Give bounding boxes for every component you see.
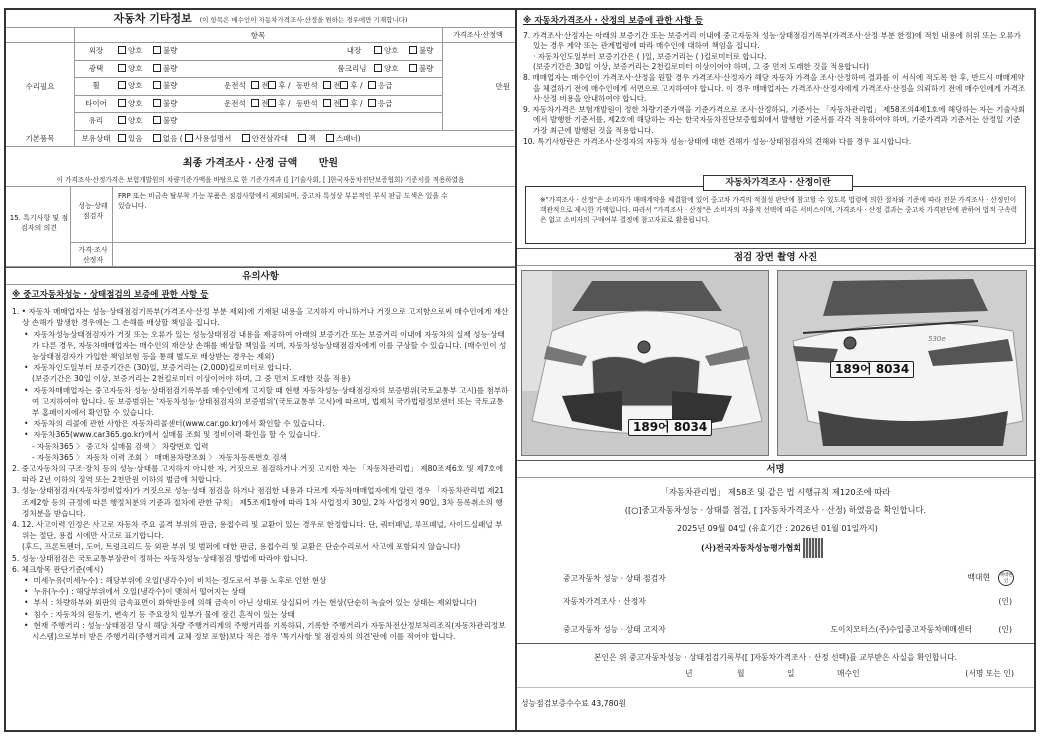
notice-item: • 미세누유(미세누수) : 해당부위에 오일(냉각수)이 비치는 정도로서 부품 노후로 인한 현상 (12, 575, 509, 586)
rear-photo (777, 270, 1027, 456)
checkbox-jack[interactable]: 잭 (298, 134, 315, 143)
notice-item: - 자동차365 〉 중고차 실매물 검색 〉 차량번호 입력 (32, 441, 209, 451)
group-basic-label: 기본품목 (25, 134, 55, 143)
qr-code-icon (803, 538, 823, 558)
checkbox-bad[interactable]: 불량 (153, 116, 178, 125)
definition-text: ※"가격조사 · 산정"은 소비자가 매매계약을 체결함에 있어 중고차 가격의 적절성 판단에 참고할 수 있도록 법령에 의한 절차와 기준에 따라 전문 가격조사 · 산정인이 객관적으로 제시한 가액입니다. 따라서 "가격조사 · 산정"은 소비자의 자율적 선택에 따른 서비스이며, 가격조사 · 산정 결과는 중고차 가격판단에 관하여 법적 구속력은 없고 소비자의 구매여부 결정에 참고자료로 활용됩니다. (540, 196, 1018, 224)
price-guarantee-title: ※ 자동차가격조사 · 산정의 보증에 관한 사항 등 (523, 16, 704, 26)
row-polish (74, 61, 442, 79)
guarantee-item: 8. 매매업자는 매수인이 가격조사·산정을 원할 경우 가격조사·산정자가 해당 자동차 가격을 조사·산정하여 결과를 이 서식에 적도록 한 후, 반드시 매매계약을 체결하기 전에 매수인에게 서면으로 고지하여야 합니다. 이 경우 매매업자는 가격조사·산정자에게 가격조사·산정을 의뢰하기 전에 매수인에게 가격조사·산정 비용을 안내하여야 합니다. (523, 72, 1026, 104)
checkbox-bad[interactable]: 불량 (153, 46, 178, 55)
confirm-line: ([○]중고자동차성능 · 상태를 점검, [ ]자동차가격조사 · 산정) 하였음을 확인합니다. (624, 505, 927, 515)
row-right-label: 룸크리닝 (337, 63, 367, 73)
row-wheel (74, 78, 442, 96)
tire-position-options[interactable]: 운전석 전 후 / 동반석 전 후 / 응급 (224, 98, 393, 108)
notice-header-row (6, 267, 515, 285)
checkbox-good[interactable]: 양호 (118, 99, 143, 108)
checkbox-bad[interactable]: 불량 (153, 99, 178, 108)
checkbox-bad[interactable]: 불량 (153, 64, 178, 73)
rear-license-plate: 189어 8034 (830, 361, 914, 378)
guarantee-item: 9. 자동차가격은 보험개발원이 정한 차량기준가액을 기준가격으로 조사·산정하되, 기준서는 「자동차관리법」 제58조의4제1호에 해당하는 자는 기술사회에서 발행한 기준서를, 제2호에 해당하는 자는 한국자동차진단보증협회에서 발행한 기준서를 각각 적용하여야 하며, 기준가격과 기준서는 산정일 기준 가장 최근에 발행된 것을 적용합니다. (523, 104, 1026, 135)
other-info-title: 자동차 기타정보 (113, 12, 192, 25)
date-line: 2025년 09월 04일 (유효기간 : 2026년 01월 01일까지) (677, 524, 878, 533)
notice-body (12, 290, 509, 642)
checkbox-manual[interactable]: 사용설명서 (185, 134, 231, 143)
row-right-label: 내장 (346, 46, 362, 55)
special-notes-label: 15. 특기사항 및 점검자의 의견 (9, 214, 69, 232)
notice-item: 6. 체크항목 판단기준(예시) (12, 564, 104, 574)
rear-model-badge: 530e (928, 335, 946, 343)
checkbox-spanner[interactable]: 스패너) (326, 134, 361, 143)
special-notes (6, 187, 515, 267)
notice-title: ※ 중고자동차성능 · 상태점검의 보증에 관한 사항 등 (12, 290, 209, 300)
notifier-role: 중고자동차 성능 · 상태 고지자 (563, 625, 666, 634)
price-guarantee-section (523, 16, 1028, 147)
checkbox-triangle[interactable]: 안전삼각대 (242, 134, 288, 143)
notice-item: • 자동차인도일부터 보증기간은 (30)일, 보증거리는 (2,000)킬로미터로 합니다. (12, 362, 509, 373)
possession-label: 보유상태 (81, 134, 111, 143)
checkbox-good[interactable]: 양호 (118, 64, 143, 73)
col-price: 가격조사·산정액 (453, 31, 503, 39)
notice-item: 3. 성능·상태점검자(자동차정비업자)가 거짓으로 성능·상태 점검을 하거나 점검한 내용과 다르게 자동차매매업자에게 알린 경우 「자동차관리법 제21조제2항 등의 규정에 따른 행정처분의 기준과 절차에 관한 규칙」 제5조제1항에 따라 1차 사업정지 30일, 2차 사업정지 90일, 3차 등록취소의 행정처분을 받습니다. (12, 486, 505, 518)
right-page: ※ 자동차가격조사 · 산정의 보증에 관한 사항 등 7. 가격조사·산정자는 아래의 보증기간 또는 보증거리 이내에 중고자동차 성능·상태점검기록부(가격조사·산정 부분 한정)에 적힌 내용에 허위 또는 오류가 있는 경우 계약 또는 관계법령에 따라 매수인에 대하여 책임을 집니다. · 자동차인도일부터 보증기간은 ( )일, 보증거리는 ( )킬로미터로 합니다. (보증기간은 30일 이상, 보증거리는 2천킬로미터 이상이어야 하며, 그 중 먼저 도래한 것을 적용합니다) 8. 매매업자는 매수인이 가격조사·산정을 원할 경우 가격조사·산정자가 해당 자동차 가격을 조사·산정하여 결과를 이 서식에 적도록 한 후, 반드시 매매계약을 체결하기 전에 매수인에게 서면으로 고지하여야 합니다. 이 경우 매매업자는 가격조사·산정자에게 가격조사·산정을 의뢰하기 전에 매수인에게 가격조사·산정 비용을 안내하여야 합니다. 9. 자동차가격은 보험개발원이 정한 차량기준가액을 기준가격으로 조사·산정하되, 기준서는 「자동차관리법」 제58조의4제1호에 해당하는 자는 기술사회에서 발행한 기준서를, 제2호에 해당하는 자는 한국자동차진단보증협회에서 발행한 기준서를 각각 적용하여야 하며, 기준가격과 기준서는 산정일 기준 가장 최근에 발행된 것을 적용합니다. 10. 특기사항란은 가격조사·산정자의 자동차 성능·상태에 대한 견해가 성능·상태점검자의 견해와 다를 경우 표시합니다. ※"가격조사 · 산정"은 소비자가 매매계약을 체결함에 있어 중고차 가격의 적절성 판단에 참고할 수 있도록 법령에 의한 절차와 기준에 따라 전문 가격조사 · 산정인이 객관적으로 제시한 가액입니다. 따라서 "가격조사 · 산정"은 소비자의 자율적 선택에 따른 서비스이며, 가격조사 · 산정 결과는 중고차 가격판단에 관하여 법적 구속력은 없고 소비자의 구매여부 결정에 참고자료로 활용됩니다. 자동차가격조사 · 산정이란 점검 장면 촬영 사진 189어 8034 189어 8034 530e 서명 「자동차관리법」 제58조 및 같은 법 시행규칙 제120조에 따라 ([○]중고자동차성능 · 상태를 점검, [ ]자동차가격조사 · 산정) 하였음을 확인합니다. 2025년 09월 04일 (유효기간 : 2026년 01월 01일까지) (사)전국자동차성능평가협회 중고자동차 성능 · 상태 점검자 백대현 백대현인 자동차가격조사 · 산정자 (인) 중고자동차 성능 · 상태 고지자 도이치모터스(주)수입중고자동차매매센터 (인) 본인은 위 중고자동차성능 · 상태점검기록부([ ]자동차가격조사 · 산정 선택)를 교부받은 사실을 확인합니다. 년 월 일 매수인 (서명 또는 인) 성능점검보증수수료 43,780원 (516, 8, 1036, 732)
notice-header: 유의사항 (242, 271, 279, 282)
notice-item: • 자동차매매업자는 중고자동차 성능·상태점검기록부를 매수인에게 고지할 때 현행 자동차성능·상태점검자의 보증범위(국토교통부 고시)를 첨부하여 고지하여야 합니다. 동 보증범위는 '자동차성능·상태점검자의 보증범위'(국토교통부 고시)에 따르며, 법제처 국가법령정보센터 또는 국토교통부 홈페이지에서 확인할 수 있습니다. (12, 385, 509, 419)
row-glass (74, 113, 442, 131)
photos-header: 점검 장면 촬영 사진 (733, 252, 818, 263)
notice-item: (후드, 프론트펜더, 도어, 트렁크리드 등 외판 부위 및 범퍼에 대한 판금, 용접수리 및 교환은 단순수리로서 사고에 포함되지 않습니다) (22, 542, 461, 552)
notice-item: 4. 12. 사고이력 인정은 사고로 자동차 주요 골격 부위의 판금, 용접수리 및 교환이 있는 경우로 한정합니다. 단, 쿼터패널, 루프패널, 사이드실패널 부위는 절단, 용접 시에만 사고로 표기합니다. (12, 520, 503, 541)
final-price-note: 이 가격조사·산정가격은 보험개발원의 차량기준가액을 바탕으로 한 기준가격과 ([ ]기술사회, [ ]한국자동차진단보증협회) 기준서를 적용하였음 (56, 176, 465, 184)
appraiser-seal: (인) (998, 597, 1012, 606)
notice-item: 1. • 자동차 매매업자는 성능·상태점검기록부(가격조사·산정 부분 제외)에 기재된 내용을 고지하지 아니하거나 거짓으로 고지함으로써 매수인에게 재산상 손해가 발생한 경우에는 그 손해를 배상할 책임을 집니다. (12, 307, 509, 328)
notice-item: • 자동차의 리콜에 관한 사항은 자동차리콜센터(www.car.go.kr)에서 확인할 수 있습니다. (12, 418, 509, 429)
row-label: 유리 (88, 116, 104, 125)
notice-item: • 누유(누수) : 해당부위에서 오일(냉각수)이 맺혀서 떨어지는 상태 (12, 586, 509, 597)
definition-box (525, 186, 1026, 244)
checkbox-possession-no[interactable]: 없음 ( (153, 134, 183, 143)
final-price-label: 최종 가격조사 · 산정 금액 (182, 158, 298, 169)
row-exterior (74, 43, 442, 61)
notifier-seal: (인) (998, 625, 1012, 634)
inspector-role: 중고자동차 성능 · 상태 점검자 (563, 574, 666, 583)
appraiser-opinion-label: 가격·조사 산정자 (78, 246, 108, 264)
inspection-fee: 성능점검보증수수료 43,780원 (521, 699, 627, 708)
notice-item: 5. 성능·상태점검은 국토교통부장관이 정하는 자동차성능·상태점검 방법에 따라야 합니다. (12, 553, 308, 563)
other-info-subtitle: (이 항목은 매수인이 자동차가격조사·산정을 원하는 경우에만 기재합니다) (199, 16, 408, 24)
definition-tab: 자동차가격조사 · 산정이란 (703, 175, 853, 191)
other-info-column-header (6, 28, 515, 43)
notice-item: • 침수 : 자동차의 원동기, 변속기 등 주요장치 일부가 물에 잠긴 흔적이 있는 상태 (12, 609, 509, 620)
final-price-unit: 만원 (318, 158, 339, 169)
row-label: 광택 (88, 63, 104, 73)
checkbox-good[interactable]: 양호 (374, 64, 399, 73)
front-license-plate: 189어 8034 (628, 419, 712, 436)
checkbox-good[interactable]: 양호 (374, 46, 399, 55)
divider (517, 643, 1034, 644)
checkbox-bad[interactable]: 불량 (153, 81, 178, 90)
other-info-header (6, 10, 515, 28)
notice-item: • 현재 주행거리 : 성능·상태점검 당시 해당 차량 주행거리계의 주행거리를 기록하되, 기록한 주행거리가 자동차전산정보처리조직(자동차관리정보시스템)으로부터 받은 주행거리(주행거리계 교체 정보 포함)보다 적은 경우 '특기사항 및 점검자의 의견'란에 이를 적어야 합니다. (12, 620, 509, 642)
notice-item: • 자동차365(www.car365.go.kr)에서 실매물 조회 및 정비이력 확인을 할 수 있습니다. (12, 429, 509, 440)
checkbox-good[interactable]: 양호 (118, 46, 143, 55)
price-unit: 만원 (495, 82, 510, 91)
repair-block (6, 43, 442, 131)
row-label: 휠 (92, 81, 100, 90)
front-photo (521, 270, 769, 456)
notice-item: (보증기간은 30일 이상, 보증거리는 2천킬로미터 이상이어야 하며, 그 중 먼저 도래한 것을 적용) (32, 374, 351, 384)
inspector-signature: 백대현 백대현인 (967, 570, 1014, 586)
law-line: 「자동차관리법」 제58조 및 같은 법 시행규칙 제120조에 따라 (660, 487, 891, 497)
association-name: (사)전국자동차성능평가협회 (701, 538, 823, 558)
guarantee-item: · 자동차인도일부터 보증기간은 ( )일, 보증거리는 ( )킬로미터로 합니다. (533, 51, 767, 61)
checkbox-bad[interactable]: 불량 (409, 46, 434, 55)
signature-header: 서명 (766, 464, 785, 475)
checkbox-possession-yes[interactable]: 있음 (118, 134, 143, 143)
row-tire (74, 96, 442, 114)
guarantee-item: 10. 특기사항란은 가격조사·산정자의 자동차 성능·상태에 대한 견해가 성능·상태점검자의 견해와 다를 경우 표시합니다. (523, 136, 912, 146)
final-price-row (6, 147, 515, 187)
checkbox-good[interactable]: 양호 (118, 116, 143, 125)
notice-item: - 자동차365 〉 자동차 이력 조회 〉 매매용차량조회 〉 자동차등록번호 검색 (32, 452, 287, 462)
guarantee-item: 7. 가격조사·산정자는 아래의 보증기간 또는 보증거리 이내에 중고자동차 성능·상태점검기록부(가격조사·산정 부분 한정)에 적힌 내용에 허위 또는 오류가 있는 경우 계약 또는 관계법령에 따라 매수인에 대하여 책임을 집니다. (523, 30, 1021, 51)
notice-item: • 부식 : 차량하부와 외판의 금속표면이 화학반응에 의해 금속이 아닌 상태로 상실되어 가는 현상(단순히 녹슬어 있는 상태는 제외합니다) (12, 597, 509, 608)
left-page (4, 8, 516, 732)
notice-item: • 자동차성능상태점검자가 거짓 또는 오류가 있는 성능상태점검 내용을 제공하여 아래의 보증기간 또는 보증거리 이내에 자동차의 실제 성능·상태가 다른 경우, 자동차매매업자는 매수인의 재산상 손해를 배상할 책임을 지며, 자동차성능상태점검자에게 이를 구상할 수 있습니다. (매수인이 성능상태점검자가 가입한 책임보험 등을 통해 별도로 배상받는 경우는 제외) (12, 329, 509, 363)
guarantee-item: (보증기간은 30일 이상, 보증거리는 2천킬로미터 이상이어야 하며, 그 중 먼저 도래한 것을 적용합니다) (533, 62, 870, 72)
signature-header-row (517, 460, 1034, 478)
inspector-opinion-text: FRP 또는 비금속 탈부착 가능 부품은 점검사항에서 제외되며, 중고차 특성상 부분적인 부식 판금 도색은 있을 수 있습니다. (118, 192, 448, 210)
notifier-name: 도이치모터스(주)수입중고자동차매매센터 (830, 625, 972, 634)
notice-item: 2. 중고자동차의 구조·장치 등의 성능·상태를 고지하지 아니한 자, 거짓으로 점검하거나 거짓 고지한 자는 「자동차관리법」 제80조제6호 및 제7호에 따라 2년 이하의 징역 또는 2천만원 이하의 벌금에 처합니다. (12, 464, 504, 485)
row-label: 외장 (88, 46, 104, 55)
wheel-position-options[interactable]: 운전석 전 후 / 동반석 전 후 / 응급 (224, 81, 393, 90)
receipt-line: 본인은 위 중고자동차성능 · 상태점검기록부([ ]자동차가격조사 · 산정 선택)를 교부받은 사실을 확인합니다. (593, 653, 958, 662)
photos-header-row (517, 248, 1034, 266)
inspector-seal-icon: 백대현인 (998, 570, 1014, 586)
checkbox-bad[interactable]: 불량 (409, 64, 434, 73)
appraiser-role: 자동차가격조사 · 산정자 (563, 597, 646, 606)
divider (517, 687, 1034, 688)
inspector-opinion-label: 성능·상태 점검자 (78, 202, 108, 220)
checkbox-good[interactable]: 양호 (118, 81, 143, 90)
row-label: 타이어 (85, 98, 107, 108)
buyer-signature-field[interactable]: (서명 또는 인) (965, 669, 1014, 678)
group-repair-label: 수리필요 (25, 82, 55, 91)
price-column (442, 43, 514, 131)
col-item: 항목 (250, 31, 266, 40)
row-basic-items (6, 131, 515, 147)
